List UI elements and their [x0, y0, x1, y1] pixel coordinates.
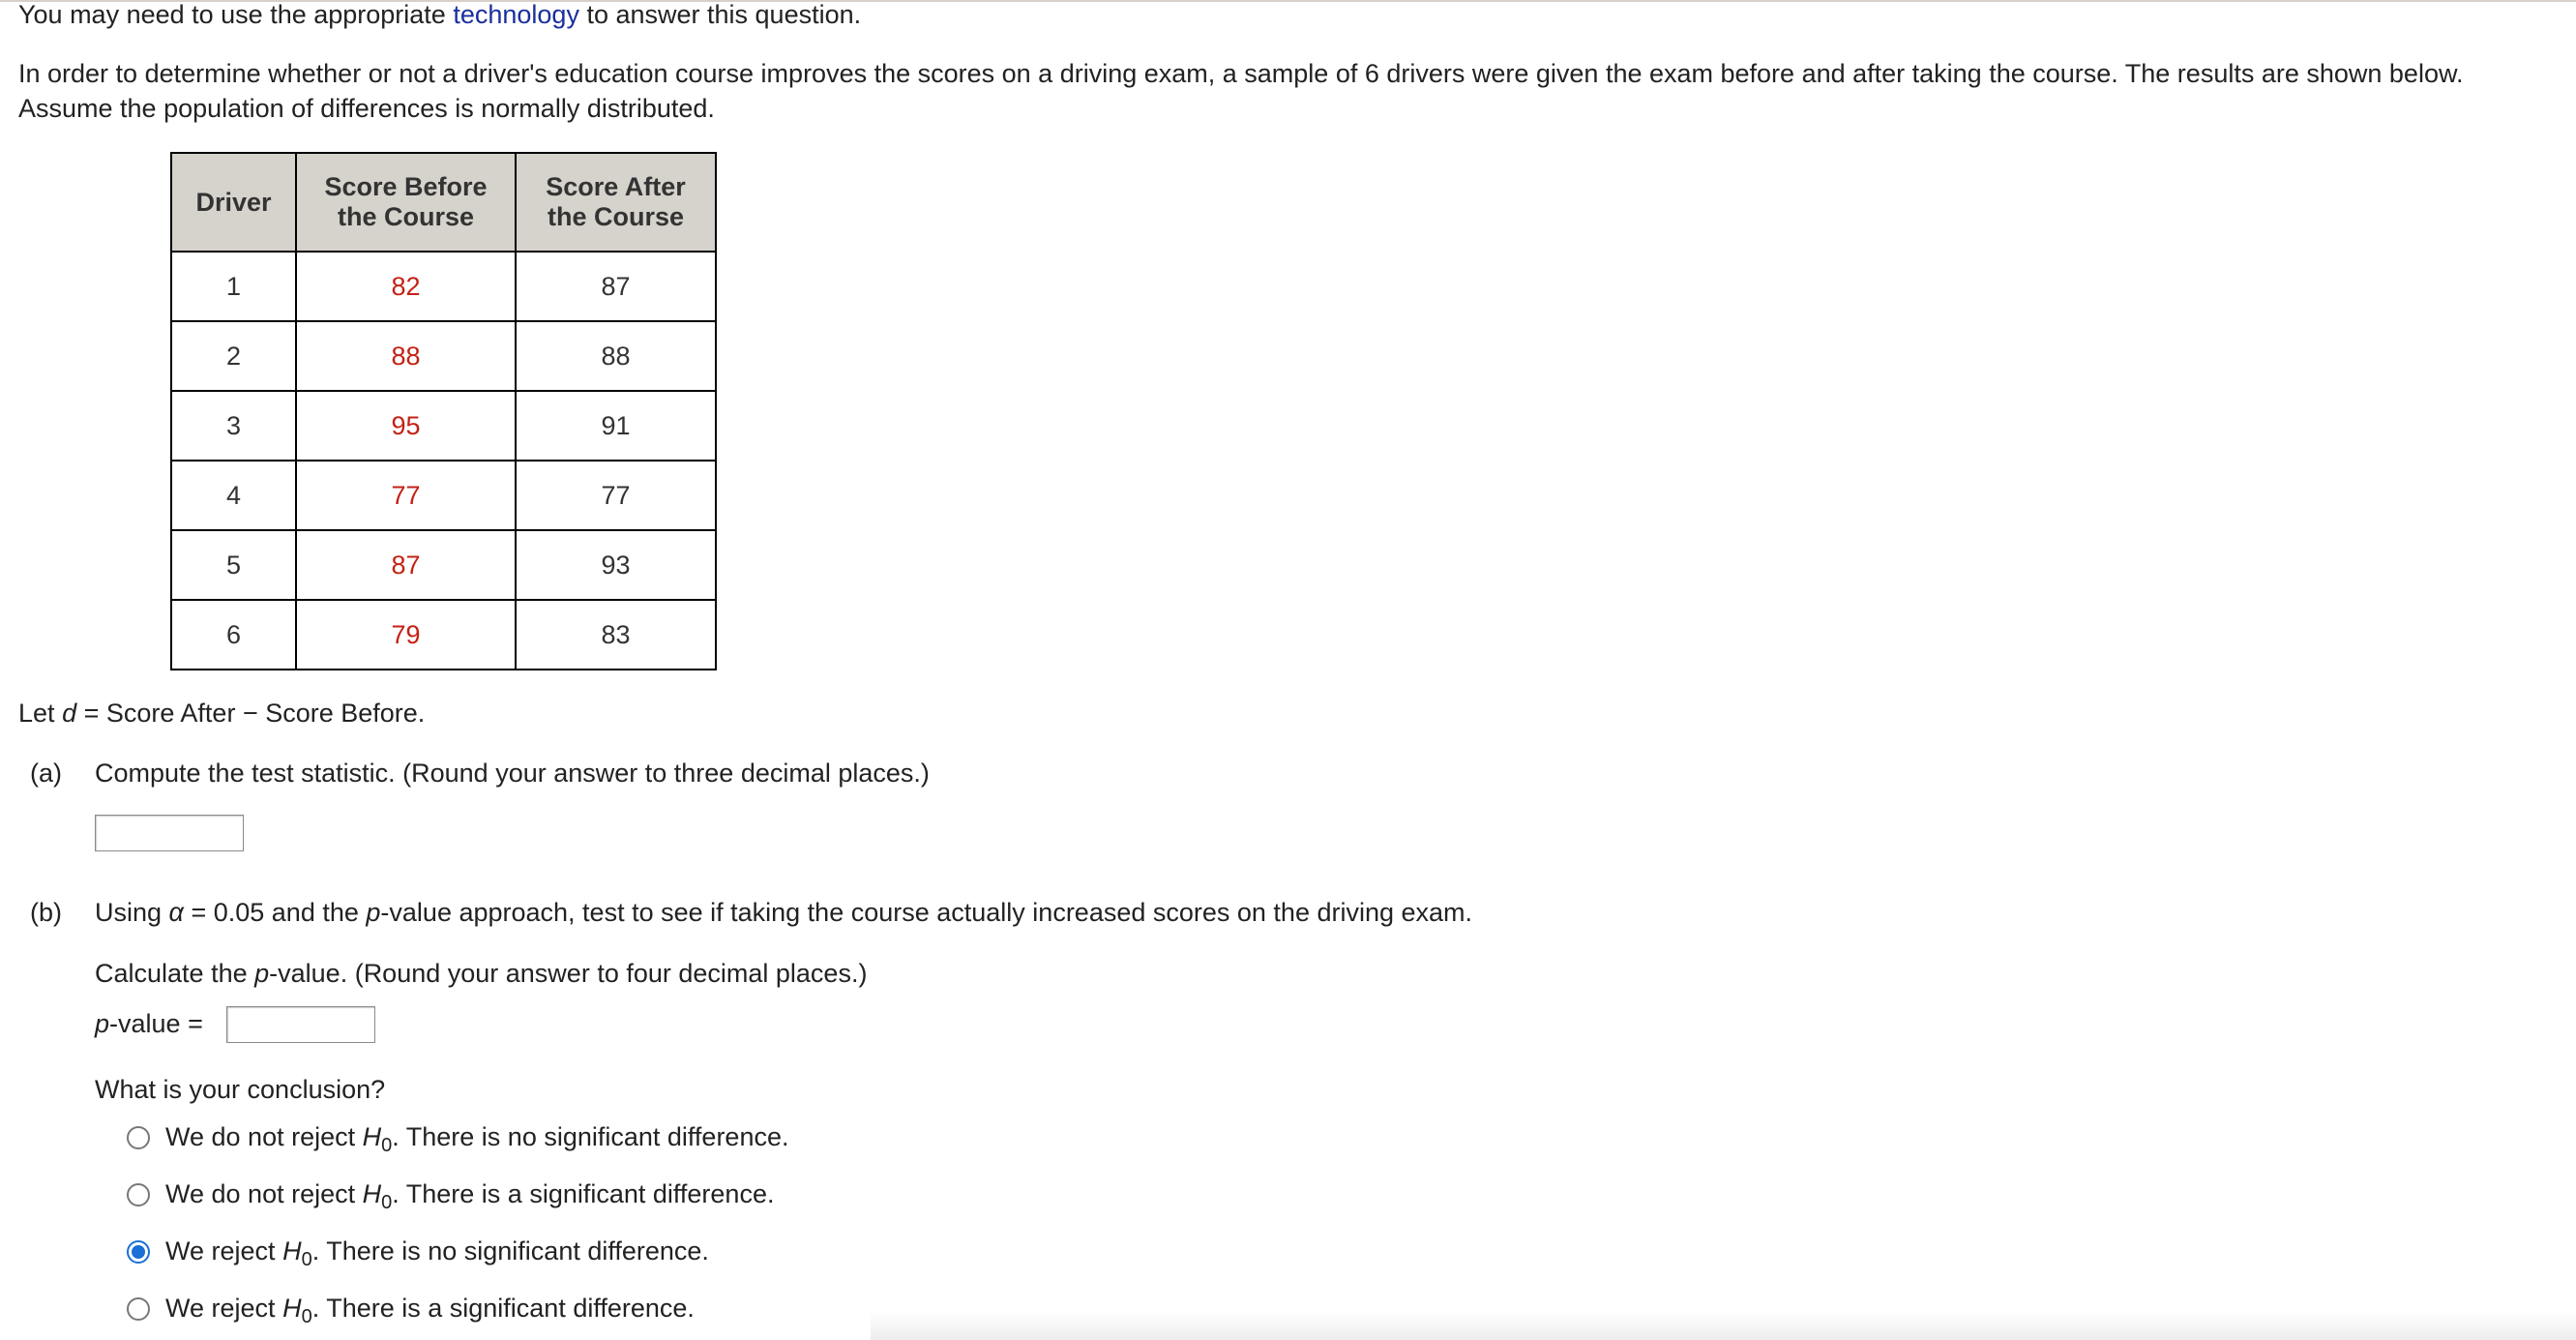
intro-before: You may need to use the appropriate — [18, 0, 446, 29]
radio-button[interactable] — [127, 1297, 150, 1321]
header-score-after — [516, 153, 716, 252]
option-text-post: . There is no significant difference. — [392, 1122, 789, 1151]
part-b-text-3: -value approach, test to see if taking the course actually increased scores on the driving exam. — [380, 898, 1473, 927]
header-score-before-text: Score Before the Course — [324, 172, 488, 231]
p-value-label — [95, 1009, 203, 1039]
conclusion-question: What is your conclusion? — [95, 1075, 386, 1104]
cell-score-before: 95 — [296, 391, 516, 461]
cell-driver: 6 — [171, 600, 296, 670]
intro-after: to answer this question. — [586, 0, 862, 29]
let-d-var: d — [62, 699, 77, 728]
conclusion-option-1[interactable] — [127, 1122, 789, 1156]
p-value-input[interactable] — [226, 1006, 375, 1043]
table-row — [171, 530, 716, 600]
cell-score-after: 87 — [516, 252, 716, 321]
table-row — [171, 391, 716, 461]
cell-score-after: 93 — [516, 530, 716, 600]
p-symbol: p — [366, 898, 381, 927]
conclusion-option-3[interactable] — [127, 1236, 709, 1270]
header-score-after-text: Score After the Course — [546, 172, 686, 231]
hypothesis-symbol: H — [362, 1179, 382, 1208]
table-row — [171, 461, 716, 530]
part-b-text-2: = 0.05 and the — [191, 898, 359, 927]
cell-score-before: 88 — [296, 321, 516, 391]
option-text-pre: We reject — [165, 1236, 276, 1266]
radio-button[interactable] — [127, 1183, 150, 1206]
calc-p-symbol: p — [254, 959, 270, 988]
table-row — [171, 600, 716, 670]
table-header-row — [171, 153, 716, 252]
hypothesis-subscript: 0 — [381, 1192, 393, 1213]
cell-driver: 1 — [171, 252, 296, 321]
cell-driver: 5 — [171, 530, 296, 600]
table-row — [171, 321, 716, 391]
option-text-post: . There is no significant difference. — [311, 1236, 709, 1266]
header-driver: Driver — [171, 153, 296, 252]
option-text-post: . There is a significant difference. — [392, 1179, 775, 1208]
cell-score-after: 88 — [516, 321, 716, 391]
test-statistic-input[interactable] — [95, 815, 244, 851]
technology-link[interactable]: technology — [453, 0, 579, 29]
part-a-text: Compute the test statistic. (Round your answer to three decimal places.) — [95, 759, 930, 788]
scores-table — [170, 152, 717, 670]
hypothesis-symbol: H — [362, 1122, 382, 1151]
calc-text-1: Calculate the — [95, 959, 248, 988]
calculate-p-instruction — [95, 959, 867, 989]
cell-score-before: 82 — [296, 252, 516, 321]
part-b-label: (b) — [30, 898, 62, 927]
cell-score-before: 87 — [296, 530, 516, 600]
hypothesis-symbol: H — [282, 1236, 302, 1266]
cell-score-after: 77 — [516, 461, 716, 530]
option-text-pre: We do not reject — [165, 1179, 356, 1208]
let-d-definition — [18, 699, 425, 729]
conclusion-option-2[interactable] — [127, 1179, 775, 1213]
hypothesis-symbol: H — [282, 1294, 302, 1323]
bottom-fade — [871, 1311, 2576, 1340]
cell-score-before: 77 — [296, 461, 516, 530]
problem-statement: In order to determine whether or not a driver's education course improves the scores on a driving exam, a sample of 6 drivers were given the exam before and after taking the course. The results are shown below. Assume the population of differences is normally distributed. — [18, 59, 2464, 123]
cell-driver: 3 — [171, 391, 296, 461]
cell-driver: 4 — [171, 461, 296, 530]
radio-button[interactable] — [127, 1126, 150, 1149]
cell-score-before: 79 — [296, 600, 516, 670]
part-b-question — [30, 898, 1472, 928]
table-row — [171, 252, 716, 321]
calc-text-2: -value. (Round your answer to four decimal places.) — [269, 959, 868, 988]
option-text-pre: We do not reject — [165, 1122, 356, 1151]
pvalue-label-text: -value = — [109, 1009, 203, 1038]
cell-score-after: 83 — [516, 600, 716, 670]
conclusion-option-4[interactable] — [127, 1294, 695, 1327]
hypothesis-subscript: 0 — [381, 1135, 393, 1156]
radio-button-selected[interactable] — [127, 1240, 150, 1264]
cell-score-after: 91 — [516, 391, 716, 461]
let-d-prefix: Let — [18, 699, 55, 728]
part-a-label: (a) — [30, 759, 62, 788]
pvalue-p-symbol: p — [95, 1009, 110, 1038]
cell-driver: 2 — [171, 321, 296, 391]
header-score-before — [296, 153, 516, 252]
hypothesis-subscript: 0 — [301, 1249, 312, 1270]
alpha-symbol: α — [168, 898, 184, 927]
option-text-pre: We reject — [165, 1294, 276, 1323]
part-a-question — [30, 759, 930, 789]
part-b-text-1: Using — [95, 898, 163, 927]
intro-line — [18, 0, 861, 29]
let-d-rest: = Score After − Score Before. — [83, 699, 426, 728]
hypothesis-subscript: 0 — [301, 1306, 312, 1327]
option-text-post: . There is a significant difference. — [311, 1294, 695, 1323]
